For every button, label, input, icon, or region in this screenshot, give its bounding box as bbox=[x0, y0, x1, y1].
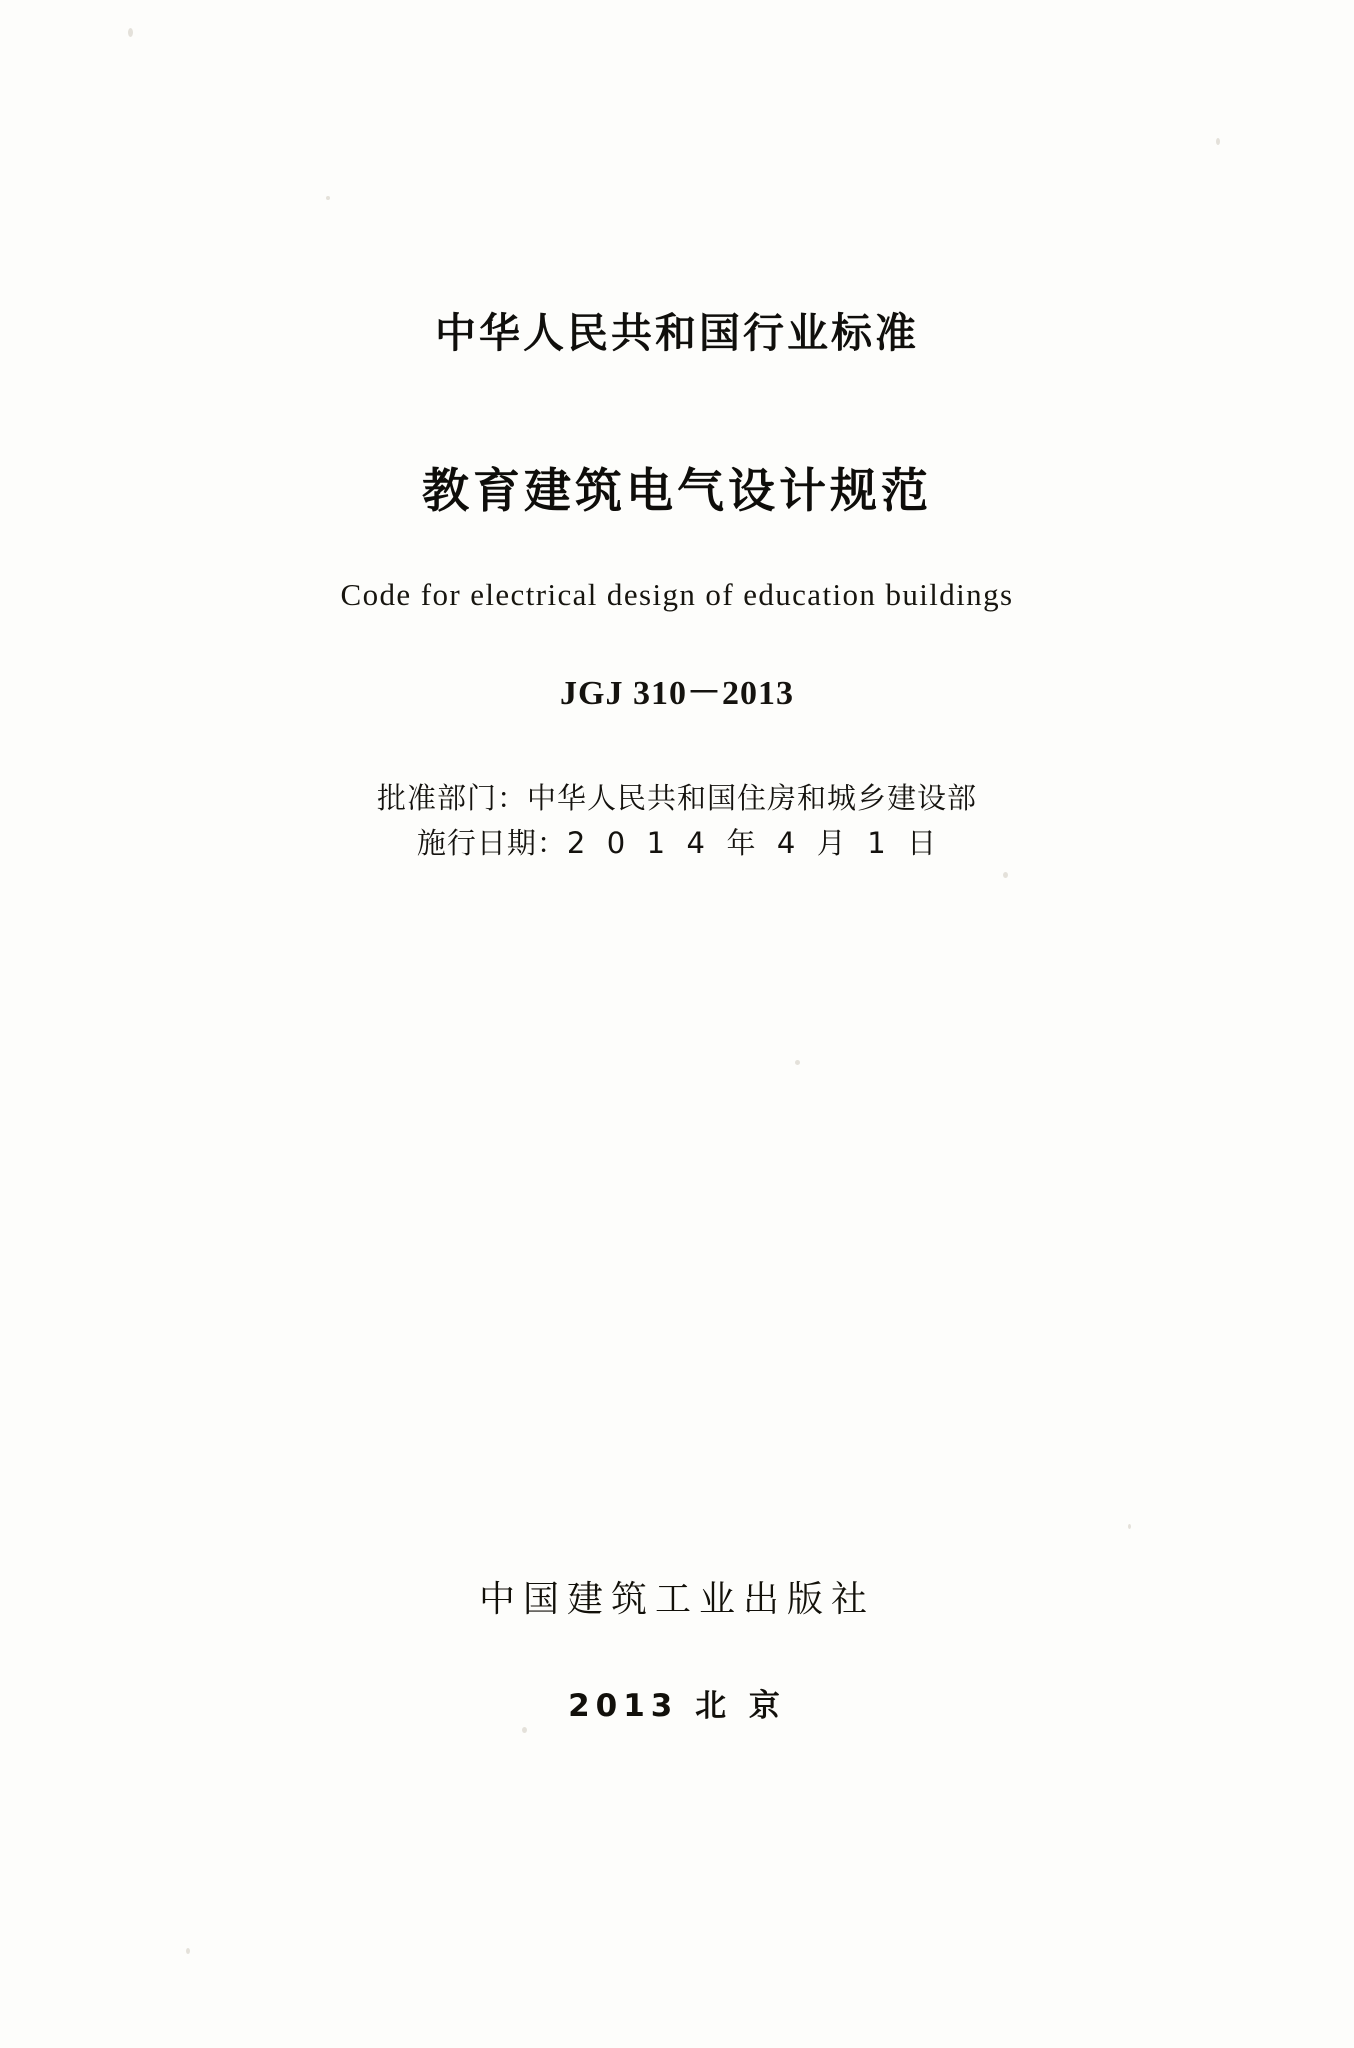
standard-code-number: JGJ 310－2013 bbox=[560, 675, 794, 712]
scan-speck bbox=[522, 1727, 527, 1733]
standard-organization-heading: 中华人民共和国行业标准 bbox=[435, 309, 919, 357]
document-title-chinese: 教育建筑电气设计规范 bbox=[422, 464, 932, 519]
scan-speck bbox=[186, 1948, 190, 1954]
document-title-english: Code for electrical design of education buildings bbox=[340, 577, 1014, 612]
approval-department-line: 批准部门：中华人民共和国住房和城乡建设部 bbox=[376, 781, 977, 815]
approval-metadata bbox=[0, 776, 1354, 866]
effective-date-line: 施行日期：2 0 1 4 年 4 月 1 日 bbox=[416, 825, 938, 860]
publisher-name: 中国建筑工业出版社 bbox=[478, 1578, 875, 1620]
publication-place-year: 2013 北 京 bbox=[568, 1687, 786, 1724]
